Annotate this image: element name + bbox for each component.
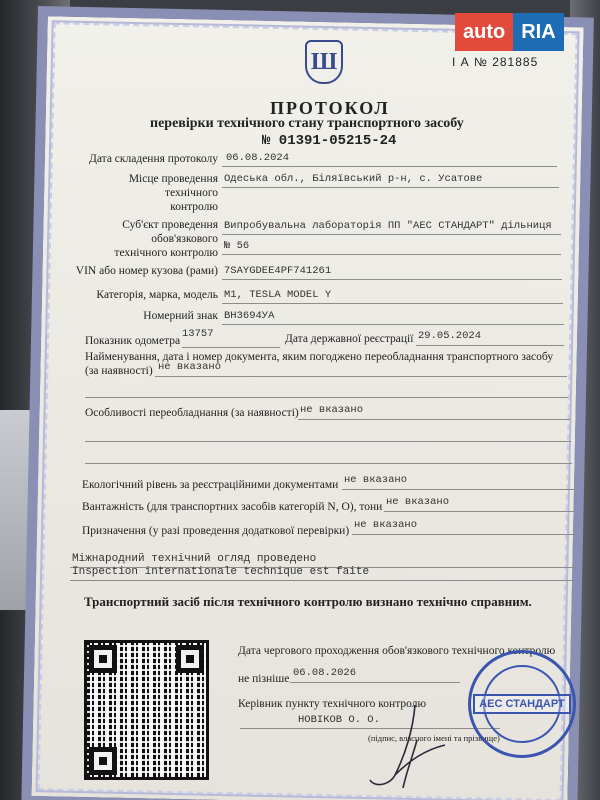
eco-line [342,489,574,490]
autoria-watermark [455,12,585,52]
document-number: № 01391-05215-24 [262,133,397,149]
not-later-label: не пізніше [238,673,290,685]
regdate-label: Дата державної реєстрації [285,333,414,345]
plate-line [222,324,564,325]
stamp-text: АЕС СТАНДАРТ [473,694,571,714]
capacity-label: Вантажність (для транспортних засобів категорій N, O), тони [82,501,383,513]
subject-value-2: № 56 [224,240,250,252]
watermark-ria: RIA [513,13,563,51]
odometer-label: Показник одометра [85,335,181,347]
naming-line-2 [85,397,568,398]
head-label: Керівник пункту технічного контролю [238,698,427,710]
plate-value: ВН3694УА [224,310,275,322]
place-label: Місце проведення технічного контролю [128,173,218,213]
regdate-line [416,345,564,346]
trident-emblem-icon: Ш [305,40,343,84]
naming-label-2: (за наявності) [85,365,153,377]
eco-value: не вказано [344,474,408,486]
sign-caption: (підпис, власного імені та прізвище) [368,733,500,743]
subject-label: Суб'єкт проведення обов'язкового технічного контролю [114,219,218,259]
category-value: М1, TESLA MODEL Y [224,289,332,301]
regdate-value: 29.05.2024 [418,330,482,342]
subject-value-1: Випробувальна лабораторія ПП "АЕС СТАНДАРТ" дільниця [224,220,552,232]
eco-label: Екологічний рівень за реєстраційними документами [82,479,339,491]
vin-line [222,279,562,280]
plate-label: Номерний знак [143,310,218,322]
odometer-line [182,347,280,348]
intl-rule-2 [70,580,578,581]
official-stamp [468,650,576,758]
naming-line-1 [155,376,567,377]
qr-code-icon [84,640,209,780]
naming-label: Найменування, дата і номер документа, яким погоджено переобладнання транспортного засобу [85,351,554,363]
signature-mark [355,700,465,790]
capacity-line [384,511,575,512]
capacity-value: не вказано [386,496,450,508]
place-line [222,187,559,188]
purpose-label: Призначення (у разі проведення додаткової перевірки) [82,525,350,537]
place-value: Одеська обл., Біляївський р-н, с. Усатове [224,173,483,185]
subject-line-2 [222,254,561,255]
date-line [222,166,557,167]
purpose-value: не вказано [354,519,418,531]
subject-line-1 [222,234,561,235]
next-date-line [290,682,460,683]
intl-line-1: Міжнародний технічний огляд проведено [72,553,317,565]
features-line-2 [85,441,571,442]
date-value: 06.08.2024 [226,152,290,164]
category-label: Категорія, марка, модель [96,289,218,301]
purpose-line [352,534,576,535]
date-label: Дата складення протоколу [89,153,218,165]
vin-value: 7SAYGDEE4PF741261 [224,265,332,277]
features-line-1 [298,419,570,420]
naming-value: не вказано [158,361,222,373]
watermark-auto: auto [455,13,513,51]
features-line-3 [85,463,572,464]
document-subtitle: перевірки технічного стану транспортного засобу [150,116,464,131]
features-value: не вказано [300,404,364,416]
verdict-text: Транспортний засіб після технічного контролю визнано технічно справним. [84,594,532,609]
next-date-label: Дата чергового проходження обов'язкового технічного контролю [238,645,556,657]
features-label: Особливості переобладнання (за наявності) [85,407,299,419]
odometer-value: 13757 [182,328,214,340]
intl-line-2: Inspection internationale technique est faite [72,566,370,578]
head-value: НОВІКОВ О. О. [298,714,380,726]
document-serial: І А № 281885 [452,55,539,69]
document-title: ПРОТОКОЛ [270,98,390,118]
next-date-value: 06.08.2026 [293,667,357,679]
category-line [222,303,563,304]
vin-label: VIN або номер кузова (рами) [75,265,218,277]
